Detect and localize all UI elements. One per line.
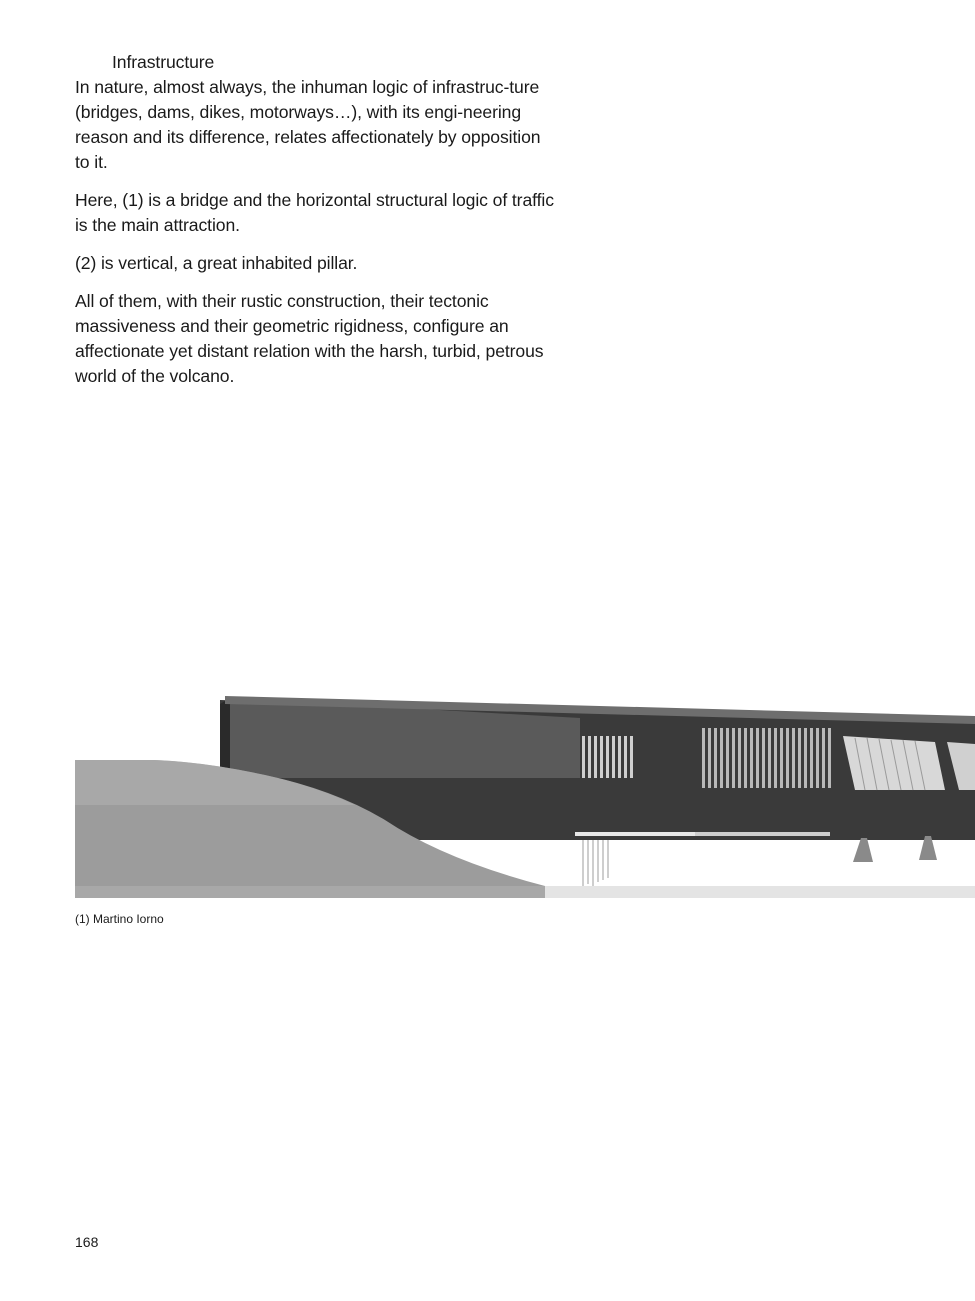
section-heading: Infrastructure	[112, 52, 215, 72]
figure-caption: (1) Martino Iorno	[75, 912, 164, 926]
bridge-model-illustration	[75, 690, 975, 898]
paragraph-4: All of them, with their rustic construction, their tectonic massiveness and their geometric rigidness, configure an affectionate yet distant relation with the harsh, turbid, petrous world of the volcano.	[75, 291, 544, 386]
paragraph-1: In nature, almost always, the inhuman logic of infrastruc-ture (bridges, dams, dikes, motorways…), with its engi-neering reason and its difference, relates affectionately by opposition to it.	[75, 77, 541, 172]
article-body	[75, 50, 555, 402]
page-number: 168	[75, 1234, 99, 1250]
bridge-model-photo	[75, 690, 975, 898]
paragraph-2: Here, (1) is a bridge and the horizontal structural logic of traffic is the main attraction.	[75, 190, 554, 235]
paragraph-3: (2) is vertical, a great inhabited pillar.	[75, 253, 358, 273]
